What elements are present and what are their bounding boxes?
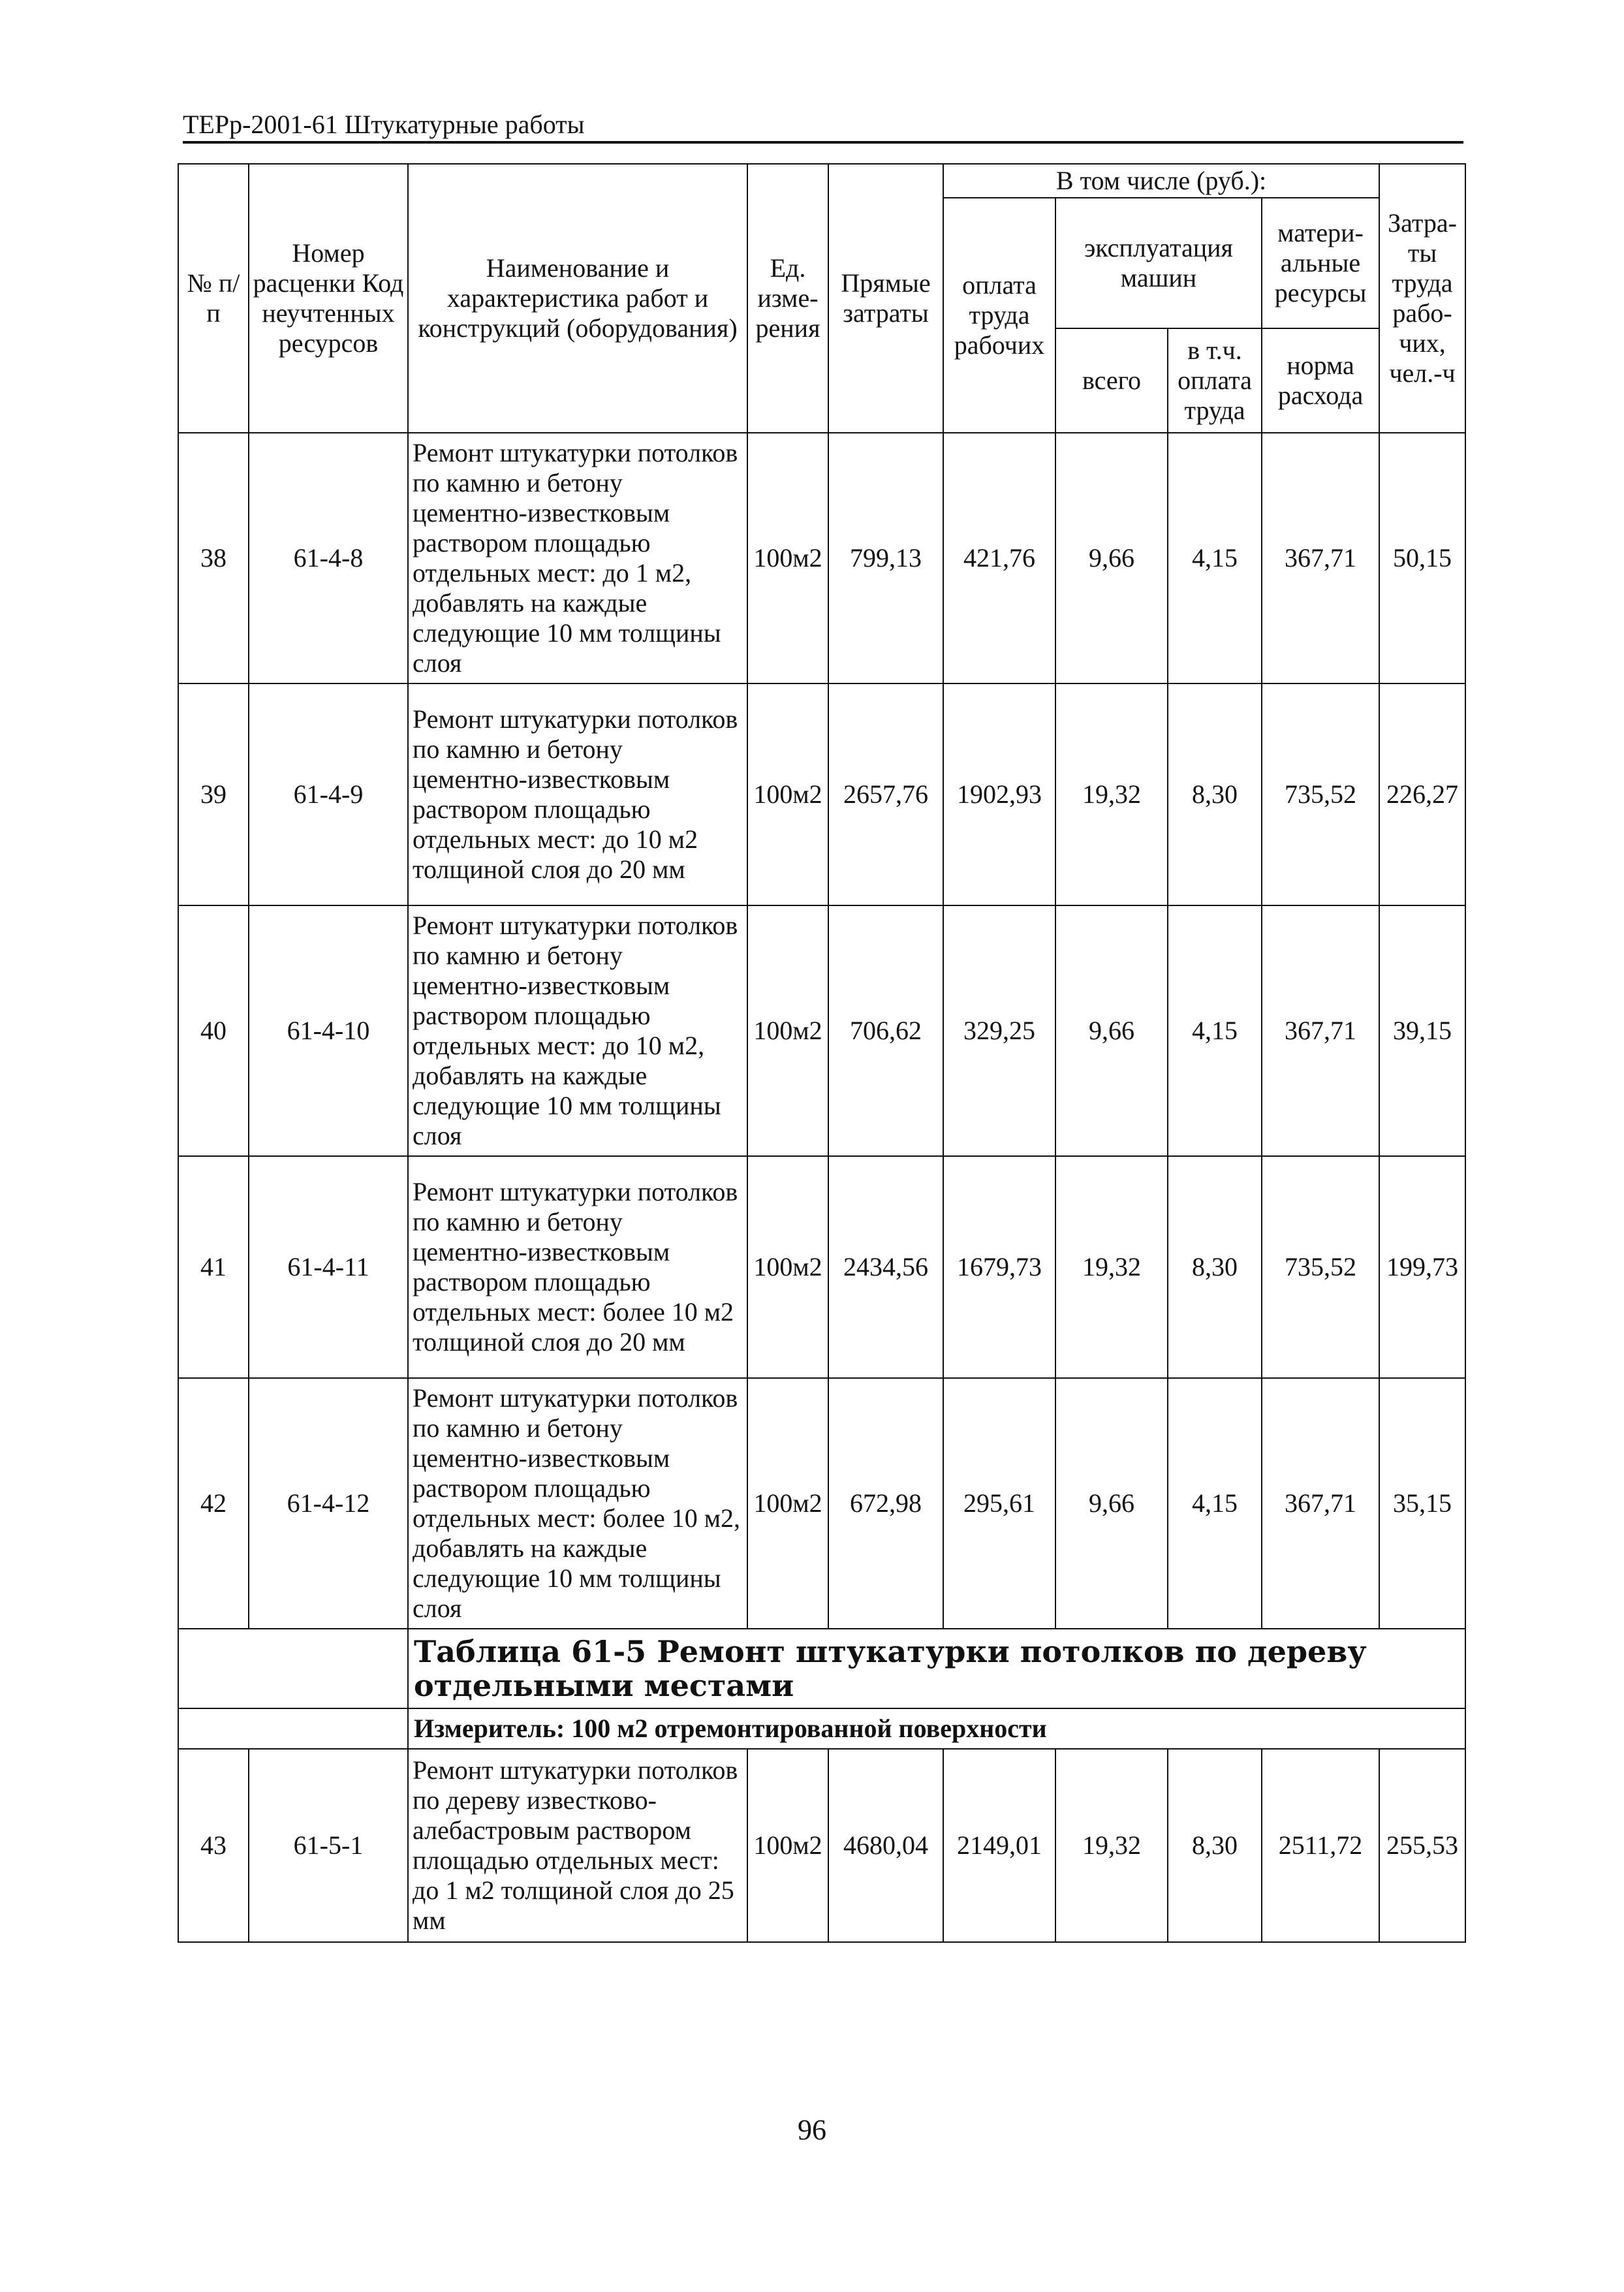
row-labor-pay: 1679,73 [943,1156,1055,1378]
header-machines: эксплуатация машин [1055,198,1262,328]
row-machines-pay: 8,30 [1168,1749,1262,1942]
section-title: Таблица 61-5 Ремонт штукатурки потолков по дереву отдельными местами [408,1629,1465,1708]
row-unit: 100м2 [747,683,828,905]
header-machines-labor-pay: в т.ч. оплата труда [1168,328,1262,433]
section-blank-cell [178,1708,408,1749]
row-code: 61-4-9 [249,683,408,905]
row-labor-hours: 50,15 [1379,433,1465,683]
row-labor-pay: 295,61 [943,1378,1055,1629]
rates-table [178,163,1466,1943]
section-blank-cell [178,1629,408,1708]
row-num: 38 [178,433,249,683]
row-name: Ремонт штукатурки потолков по камню и бетону цементно-известковым раствором площадью отдельных мест: до 10 м2, добавлять на каждые следующие 10 мм толщины слоя [408,905,747,1156]
header-machines-total: всего [1055,328,1168,433]
row-name: Ремонт штукатурки потолков по камню и бетону цементно-известковым раствором площадью отдельных мест: более 10 м2, добавлять на каждые следующие 10 мм толщины слоя [408,1378,747,1629]
header-labor-pay: оплата труда рабочих [943,198,1055,433]
header-direct-costs: Прямые затраты [828,164,943,433]
header-labor-hours: Затра- ты труда рабо- чих, чел.-ч [1379,164,1465,433]
row-direct: 706,62 [828,905,943,1156]
row-machines-pay: 8,30 [1168,683,1262,905]
header-materials: матери- альные ресурсы [1262,198,1379,328]
header-unit: Ед. изме- рения [747,164,828,433]
row-unit: 100м2 [747,1749,828,1942]
row-num: 39 [178,683,249,905]
row-materials: 735,52 [1262,683,1379,905]
row-unit: 100м2 [747,1156,828,1378]
table-row [178,905,1465,1156]
row-num: 41 [178,1156,249,1378]
row-name: Ремонт штукатурки потолков по камню и бетону цементно-известковым раствором площадью отдельных мест: до 10 м2 толщиной слоя до 20 мм [408,683,747,905]
row-machines-total: 9,66 [1055,433,1168,683]
row-num: 42 [178,1378,249,1629]
section-title-row [178,1629,1465,1708]
row-name: Ремонт штукатурки потолков по дереву известково-алебастровым раствором площадью отдельных мест: до 1 м2 толщиной слоя до 25 мм [408,1749,747,1942]
table-row [178,683,1465,905]
row-materials: 367,71 [1262,433,1379,683]
row-name: Ремонт штукатурки потолков по камню и бетону цементно-известковым раствором площадью отдельных мест: до 1 м2, добавлять на каждые следующие 10 мм толщины слоя [408,433,747,683]
row-machines-total: 9,66 [1055,1378,1168,1629]
row-machines-pay: 4,15 [1168,433,1262,683]
row-machines-total: 19,32 [1055,683,1168,905]
row-code: 61-4-10 [249,905,408,1156]
row-machines-pay: 4,15 [1168,1378,1262,1629]
row-machines-total: 19,32 [1055,1156,1168,1378]
row-direct: 2657,76 [828,683,943,905]
row-name: Ремонт штукатурки потолков по камню и бетону цементно-известковым раствором площадью отдельных мест: более 10 м2 толщиной слоя до 20 мм [408,1156,747,1378]
row-direct: 2434,56 [828,1156,943,1378]
row-labor-pay: 1902,93 [943,683,1055,905]
row-unit: 100м2 [747,1378,828,1629]
row-labor-hours: 226,27 [1379,683,1465,905]
table-row [178,1378,1465,1629]
row-labor-hours: 39,15 [1379,905,1465,1156]
row-machines-total: 19,32 [1055,1749,1168,1942]
row-machines-total: 9,66 [1055,905,1168,1156]
row-code: 61-4-12 [249,1378,408,1629]
row-code: 61-4-8 [249,433,408,683]
row-unit: 100м2 [747,433,828,683]
row-unit: 100м2 [747,905,828,1156]
row-direct: 4680,04 [828,1749,943,1942]
row-labor-hours: 199,73 [1379,1156,1465,1378]
page-number: 96 [798,2114,826,2146]
header-num: № п/п [178,164,249,433]
row-direct: 799,13 [828,433,943,683]
row-materials: 367,71 [1262,905,1379,1156]
row-machines-pay: 8,30 [1168,1156,1262,1378]
table-row [178,433,1465,683]
row-code: 61-5-1 [249,1749,408,1942]
row-num: 40 [178,905,249,1156]
row-materials: 735,52 [1262,1156,1379,1378]
section-meter-row [178,1708,1465,1749]
row-num: 43 [178,1749,249,1942]
row-labor-pay: 2149,01 [943,1749,1055,1942]
row-machines-pay: 4,15 [1168,905,1262,1156]
row-labor-pay: 329,25 [943,905,1055,1156]
header-name: Наименование и характеристика работ и конструкций (оборудования) [408,164,747,433]
row-direct: 672,98 [828,1378,943,1629]
row-code: 61-4-11 [249,1156,408,1378]
row-materials: 367,71 [1262,1378,1379,1629]
row-labor-hours: 255,53 [1379,1749,1465,1942]
section-meter: Измеритель: 100 м2 отремонтированной поверхности [408,1708,1465,1749]
table-row [178,1749,1465,1942]
header-including-group: В том числе (руб.): [943,164,1379,198]
row-materials: 2511,72 [1262,1749,1379,1942]
header-code: Номер расценки Код неучтенных ресурсов [249,164,408,433]
table-row [178,1156,1465,1378]
row-labor-pay: 421,76 [943,433,1055,683]
row-labor-hours: 35,15 [1379,1378,1465,1629]
page-header: ТЕРр-2001-61 Штукатурные работы [183,110,1463,144]
header-materials-norm: норма расхода [1262,328,1379,433]
